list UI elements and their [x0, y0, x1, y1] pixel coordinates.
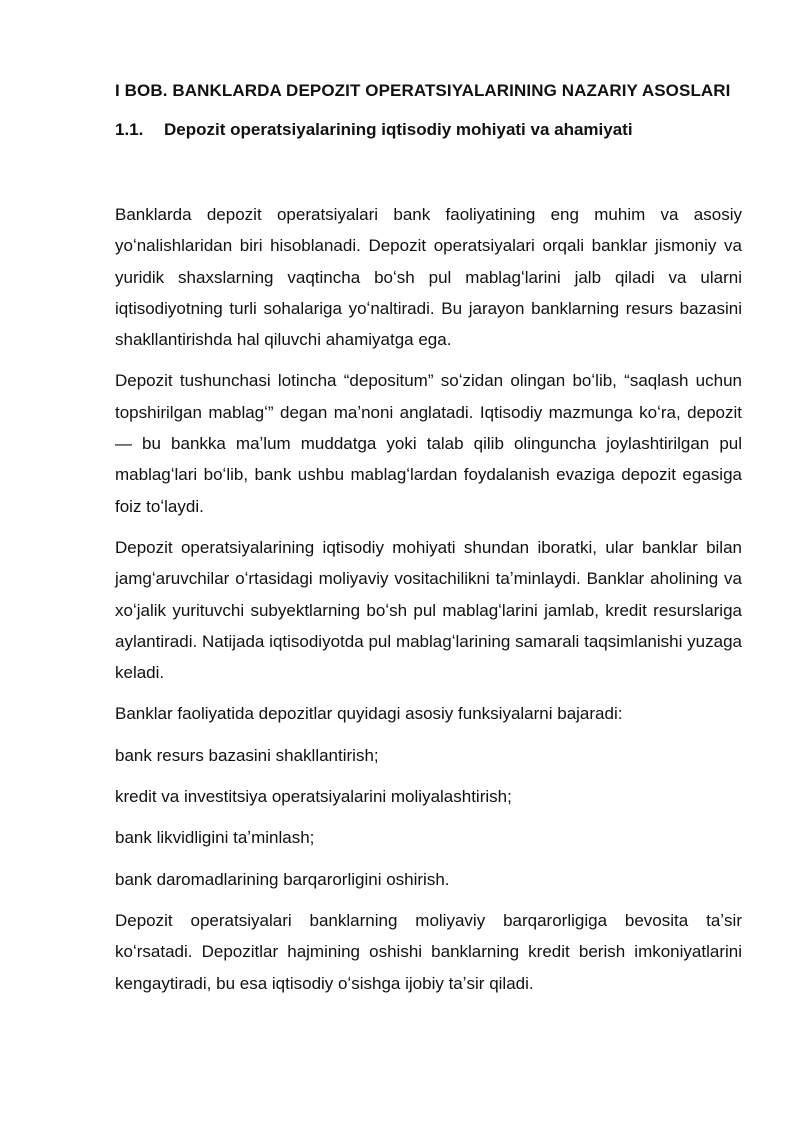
list-item: bank daromadlarining barqarorligini oshirish.	[115, 869, 450, 889]
page-content	[115, 77, 742, 1009]
chapter-title: I BOB. BANKLARDA DEPOZIT OPERATSIYALARINING NAZARIY ASOSLARI	[115, 81, 731, 100]
list-item: bank resurs bazasini shakllantirish;	[115, 745, 379, 765]
section-heading	[115, 116, 742, 143]
list-item: bank likvidligini taʼminlash;	[115, 828, 315, 848]
paragraph-closing: Depozit operatsiyalari banklarning moliyaviy barqarorligiga bevosita taʼsir koʻrsatadi. Depozitlar hajmining oshishi banklarning kredit berish imkoniyatlarini kengaytiradi, bu esa iqtisodiy oʻsishga ijobiy taʼsir qiladi.	[115, 910, 742, 993]
section-number: 1.1.	[115, 120, 144, 139]
list-item: kredit va investitsiya operatsiyalarini moliyalashtirish;	[115, 787, 512, 807]
paragraph-economic-essence: Depozit operatsiyalarining iqtisodiy mohiyati shundan iboratki, ular banklar bilan jamgʻaruvchilar oʻrtasidagi moliyaviy vositachilikni taʼminlaydi. Banklar aholining va xoʻjalik yurituvchi subyektlarning boʻsh pul mablagʻlarini jamlab, kredit resurslariga aylantiradi. Natijada iqtisodiyotda pul mablagʻlarining samarali taqsimlanishi yuzaga keladi.	[115, 537, 742, 683]
section-title: Depozit operatsiyalarining iqtisodiy mohiyati va ahamiyati	[164, 120, 633, 139]
paragraph-definition: Depozit tushunchasi lotincha “depositum” soʻzidan olingan boʻlib, “saqlash uchun topshirilgan mablagʻ” degan maʼnoni anglatadi. Iqtisodiy mazmunga koʻra, depozit — bu bankka maʼlum muddatga yoki talab qilib olinguncha joylashtirilgan pul mablagʻlari boʻlib, bank ushbu mablagʻlardan foydalanish evaziga depozit egasiga foiz toʻlaydi.	[115, 371, 742, 516]
paragraph-intro: Banklarda depozit operatsiyalari bank faoliyatining eng muhim va asosiy yoʻnalishlaridan biri hisoblanadi. Depozit operatsiyalari orqali banklar jismoniy va yuridik shaxslarning vaqtincha boʻsh pul mablagʻlarini jalb qiladi va ularni iqtisodiyotning turli sohalariga yoʻnaltiradi. Bu jarayon banklarning resurs bazasini shakllantirishda hal qiluvchi ahamiyatga ega.	[115, 205, 742, 350]
paragraph-functions-intro: Banklar faoliyatida depozitlar quyidagi asosiy funksiyalarni bajaradi:	[115, 704, 623, 724]
